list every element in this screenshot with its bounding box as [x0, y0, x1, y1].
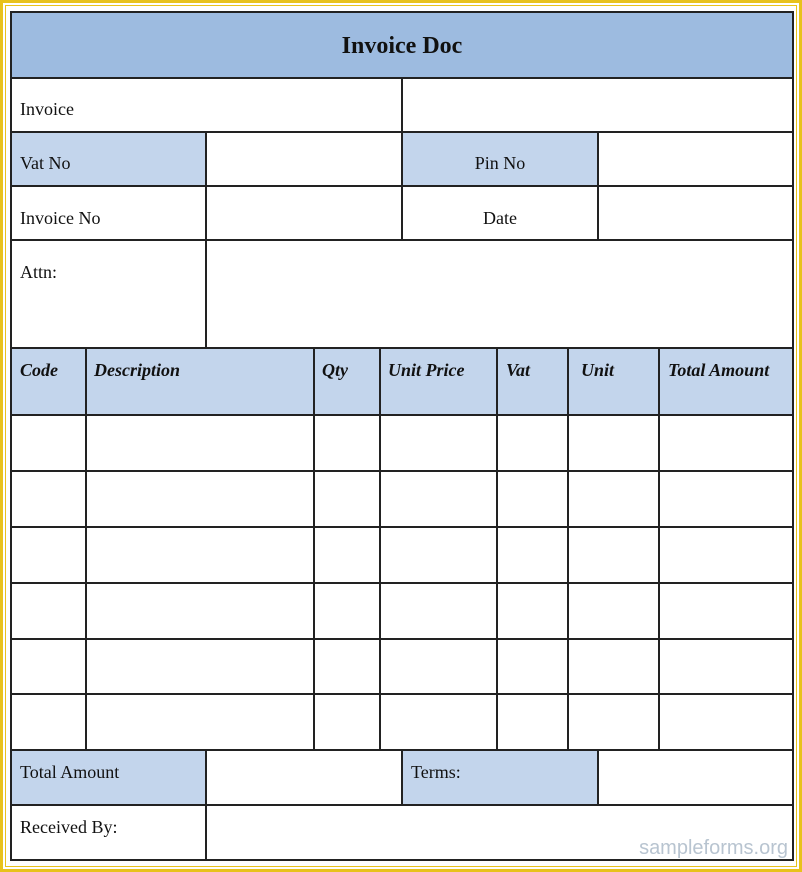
table-row[interactable] — [12, 584, 792, 638]
date-label: Date — [483, 208, 517, 228]
vat-no-label: Vat No — [20, 153, 71, 173]
received-by-label: Received By: — [20, 817, 118, 837]
table-row[interactable] — [12, 472, 792, 526]
invoice-field[interactable] — [403, 79, 791, 131]
table-header-row — [11, 348, 793, 415]
invoice-label: Invoice — [20, 99, 74, 119]
invoice-no-label: Invoice No — [20, 208, 101, 228]
date-field[interactable] — [599, 187, 791, 239]
total-amount-field[interactable] — [207, 751, 401, 804]
table-row[interactable] — [12, 695, 792, 749]
terms-label: Terms: — [411, 762, 461, 782]
column-header-qty: Qty — [322, 360, 348, 380]
terms-field[interactable] — [599, 751, 791, 804]
table-row[interactable] — [12, 416, 792, 470]
attn-field[interactable] — [207, 241, 791, 347]
column-header-description: Description — [94, 360, 181, 380]
invoice-no-field[interactable] — [207, 187, 401, 239]
table-row[interactable] — [12, 640, 792, 693]
pin-no-field[interactable] — [599, 133, 791, 185]
page-title: Invoice Doc — [341, 33, 463, 59]
vat-no-field[interactable] — [207, 133, 401, 185]
column-header-code: Code — [20, 360, 58, 380]
table-row[interactable] — [12, 528, 792, 582]
watermark-logo: sampleforms.org — [639, 837, 788, 859]
attn-label: Attn: — [20, 262, 58, 282]
column-header-unit: Unit — [581, 360, 615, 380]
column-header-vat: Vat — [506, 360, 531, 380]
total-amount-label: Total Amount — [20, 762, 120, 782]
pin-no-label: Pin No — [474, 153, 526, 173]
column-header-total-amount: Total Amount — [668, 360, 770, 380]
column-header-unit-price: Unit Price — [388, 360, 465, 380]
